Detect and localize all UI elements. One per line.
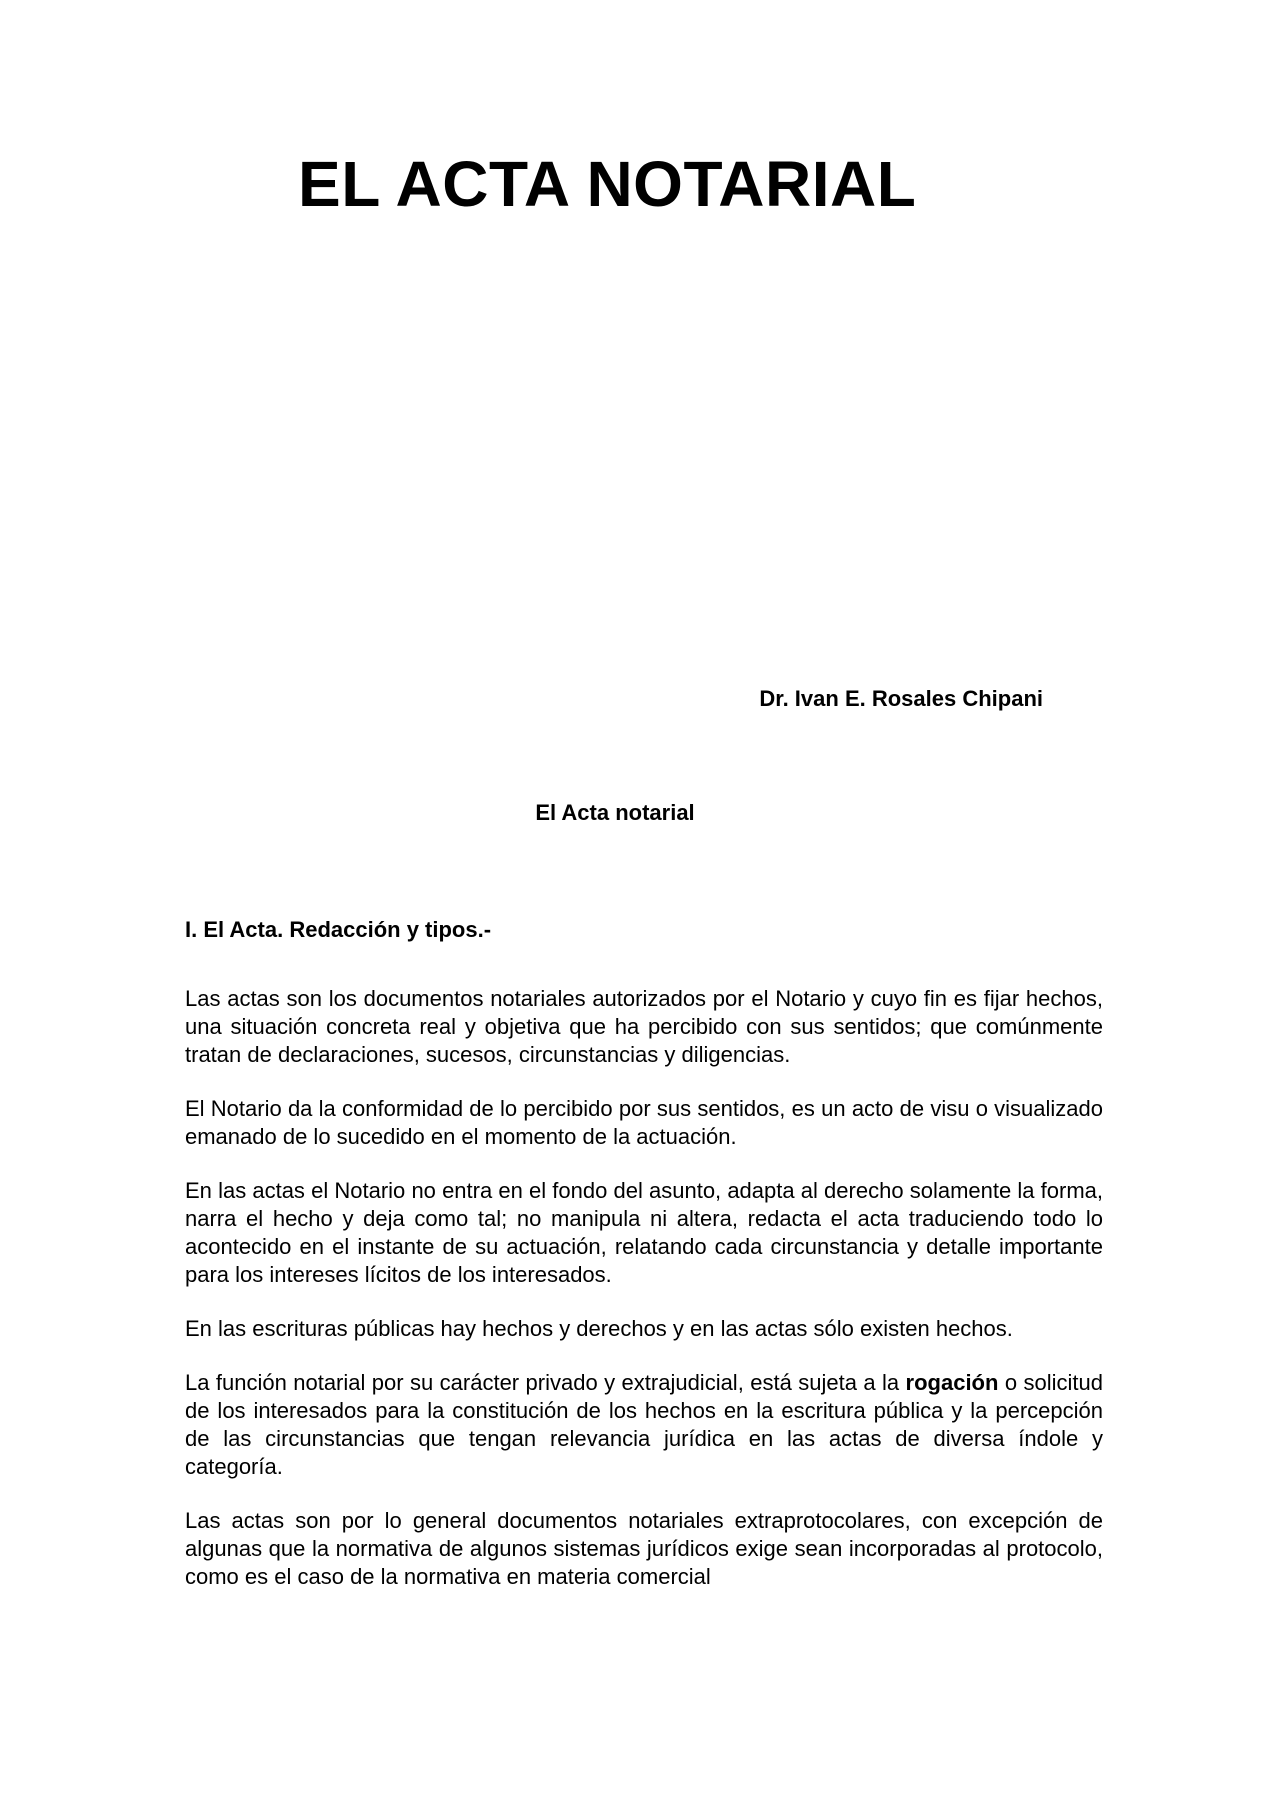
- document-title: EL ACTA NOTARIAL: [298, 148, 917, 220]
- paragraph-4: En las escrituras públicas hay hechos y derechos y en las actas sólo existen hechos.: [185, 1316, 1013, 1341]
- paragraph-5-start: La función notarial por su carácter privado y extrajudicial, está sujeta a la: [185, 1370, 906, 1395]
- paragraph-5: [185, 1369, 1103, 1481]
- paragraph-6: Las actas son por lo general documentos notariales extraprotocolares, con excepción de algunas que la normativa de algunos sistemas jurídicos exige sean incorporadas al protocolo, como es el caso de la normativa en materia comercial: [185, 1508, 1103, 1589]
- bold-term-rogacion: rogación: [905, 1370, 999, 1395]
- document-subtitle: El Acta notarial: [535, 800, 695, 825]
- section-heading: I. El Acta. Redacción y tipos.-: [185, 917, 492, 942]
- paragraph-1: Las actas son los documentos notariales autorizados por el Notario y cuyo fin es fijar hechos, una situación concreta real y objetiva que ha percibido con sus sentidos; que comúnmente tratan de declaraciones, sucesos, circunstancias y diligencias.: [185, 986, 1103, 1067]
- paragraph-3: En las actas el Notario no entra en el fondo del asunto, adapta al derecho solamente la forma, narra el hecho y deja como tal; no manipula ni altera, redacta el acta traduciendo todo lo acontecido en el instante de su actuación, relatando cada circunstancia y detalle importante para los intereses lícitos de los interesados.: [185, 1178, 1103, 1287]
- paragraph-2: El Notario da la conformidad de lo percibido por sus sentidos, es un acto de visu o visualizado emanado de lo sucedido en el momento de la actuación.: [185, 1096, 1103, 1149]
- body-text: [185, 985, 1103, 1617]
- author-name: Dr. Ivan E. Rosales Chipani: [759, 686, 1043, 711]
- paragraph-5-end: o solicitud de los interesados para la constitución de los hechos en la escritura pública y la percepción de las circunstancias que tengan relevancia jurídica en las actas de diversa índole y categoría.: [185, 1370, 1103, 1479]
